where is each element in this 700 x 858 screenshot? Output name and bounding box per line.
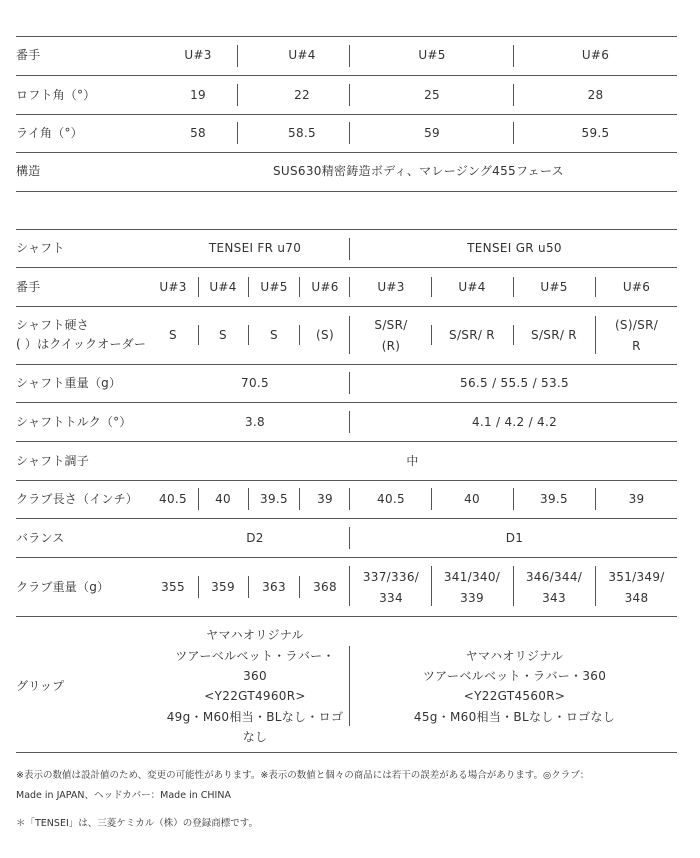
footnote-trademark: ＊「TENSEI」は、三菱ケミカル（株）の登録商標です。 <box>16 818 258 829</box>
cell-divider <box>431 325 432 345</box>
cell-number: U#6 <box>622 280 651 294</box>
cell-length: 40.5 <box>377 492 405 506</box>
cell-divider <box>248 277 249 297</box>
cell-u4: U#4 <box>288 48 316 62</box>
cell-divider <box>595 316 596 354</box>
cell-divider <box>513 122 514 144</box>
cell-flex: (S) <box>316 328 334 342</box>
row-label-flex: シャフト硬さ <box>16 318 89 332</box>
cell-number: U#3 <box>159 280 187 294</box>
cell-divider <box>299 277 300 297</box>
cell-divider <box>431 277 432 297</box>
table-rule <box>16 229 677 230</box>
cell-club-weight: 346/344/ <box>525 570 583 584</box>
footnote-origin: Made in JAPAN、ヘッドカバー：Made in CHINA <box>16 790 231 801</box>
cell-club-weight: 337/336/ <box>362 570 420 584</box>
row-label-number: 番手 <box>16 48 41 62</box>
row-label-lie: ライ角（°） <box>16 126 83 140</box>
table-rule <box>16 75 677 76</box>
cell-divider <box>431 488 432 510</box>
cell-number: U#6 <box>311 280 339 294</box>
cell-divider <box>198 277 199 297</box>
cell-divider <box>349 566 350 606</box>
cell-divider <box>595 488 596 510</box>
cell-weight-fr: 70.5 <box>241 376 269 390</box>
cell-loft-u4: 22 <box>294 88 310 102</box>
row-label-length: クラブ長さ（インチ） <box>16 492 139 506</box>
table-rule <box>16 191 677 192</box>
cell-club-weight: 359 <box>211 580 235 594</box>
cell-divider <box>349 411 350 433</box>
cell-divider <box>349 646 350 726</box>
row-label-loft: ロフト角（°） <box>16 88 96 102</box>
cell-torque-gr: 4.1 / 4.2 / 4.2 <box>471 415 558 429</box>
cell-club-weight-line2: 343 <box>542 591 566 605</box>
cell-divider <box>248 576 249 598</box>
cell-flex-line2: (R) <box>381 339 401 353</box>
cell-divider <box>513 84 514 106</box>
cell-divider <box>349 372 350 394</box>
table-rule <box>16 752 677 753</box>
cell-weight-gr: 56.5 / 55.5 / 53.5 <box>460 376 569 390</box>
cell-number: U#5 <box>260 280 288 294</box>
table-rule <box>16 441 677 442</box>
cell-lie-u4: 58.5 <box>288 126 316 140</box>
row-label-balance: バランス <box>16 531 65 545</box>
cell-shaft-fr: TENSEI FR u70 <box>208 241 302 255</box>
cell-divider <box>248 488 249 510</box>
row-label-torque: シャフトトルク（°） <box>16 415 132 429</box>
table-rule <box>16 557 677 558</box>
table-rule <box>16 518 677 519</box>
cell-flex: (S)/SR/ <box>614 318 659 332</box>
cell-kick-point: 中 <box>406 454 419 468</box>
cell-flex: S/SR/ R <box>449 328 495 342</box>
row-label-shaft: シャフト <box>16 241 65 255</box>
grip-gr-line: 45g・M60相当・BLなし・ロゴなし <box>413 710 616 724</box>
cell-lie-u5: 59 <box>424 126 440 140</box>
cell-shaft-gr: TENSEI GR u50 <box>467 241 562 255</box>
cell-torque-fr: 3.8 <box>245 415 265 429</box>
cell-length: 39.5 <box>260 492 288 506</box>
cell-structure: SUS630精密鋳造ボディ、マレージング455フェース <box>273 164 564 178</box>
cell-divider <box>349 84 350 106</box>
cell-flex: S <box>219 328 227 342</box>
cell-number: U#4 <box>209 280 237 294</box>
cell-divider <box>595 566 596 606</box>
cell-divider <box>299 325 300 345</box>
cell-length: 39 <box>628 492 645 506</box>
cell-divider <box>431 566 432 606</box>
grip-fr-line: ヤマハオリジナル <box>206 628 304 642</box>
row-label-shaft-weight: シャフト重量（g） <box>16 376 122 390</box>
cell-length: 39 <box>317 492 333 506</box>
cell-divider <box>595 277 596 297</box>
cell-divider <box>349 488 350 510</box>
cell-divider <box>349 527 350 549</box>
grip-gr-line: ヤマハオリジナル <box>465 649 564 663</box>
row-label-structure: 構造 <box>16 164 41 178</box>
cell-divider <box>299 488 300 510</box>
cell-flex-line2: R <box>632 339 641 353</box>
row-label-grip: グリップ <box>16 679 65 693</box>
cell-club-weight-line2: 348 <box>624 591 649 605</box>
grip-fr-line: なし <box>242 730 268 744</box>
cell-u5: U#5 <box>418 48 446 62</box>
cell-divider <box>513 45 514 67</box>
cell-divider <box>513 325 514 345</box>
cell-loft-u3: 19 <box>190 88 206 102</box>
cell-loft-u6: 28 <box>587 88 604 102</box>
cell-u3: U#3 <box>184 48 212 62</box>
cell-divider <box>237 45 238 67</box>
cell-club-weight: 363 <box>262 580 286 594</box>
row-label-club-weight: クラブ重量（g） <box>16 580 110 594</box>
grip-fr-line: <Y22GT4960R> <box>204 689 306 703</box>
cell-club-weight: 355 <box>161 580 185 594</box>
cell-divider <box>237 122 238 144</box>
cell-divider <box>349 316 350 354</box>
table-rule <box>16 306 677 307</box>
cell-club-weight: 351/349/ <box>608 570 665 584</box>
cell-number: U#4 <box>458 280 486 294</box>
cell-divider <box>349 238 350 260</box>
cell-length: 40 <box>464 492 480 506</box>
cell-divider <box>513 488 514 510</box>
table-rule <box>16 114 677 115</box>
cell-divider <box>513 277 514 297</box>
cell-divider <box>248 325 249 345</box>
cell-lie-u3: 58 <box>190 126 206 140</box>
cell-lie-u6: 59.5 <box>581 126 610 140</box>
footnote-disclaimer: ※表示の数値は設計値のため、変更の可能性があります。※表示の数値と個々の商品には若干の誤差がある場合があります。◎クラブ： <box>16 770 590 781</box>
cell-club-weight-line2: 334 <box>379 591 403 605</box>
table-rule <box>16 267 677 268</box>
cell-length: 40 <box>215 492 231 506</box>
cell-divider <box>198 488 199 510</box>
table-rule <box>16 152 677 153</box>
cell-club-weight-line2: 339 <box>460 591 484 605</box>
table-rule <box>16 480 677 481</box>
grip-gr-line: <Y22GT4560R> <box>463 689 566 703</box>
cell-balance-gr: D1 <box>505 531 524 545</box>
row-label-kick-point: シャフト調子 <box>16 454 89 468</box>
cell-divider <box>349 277 350 297</box>
cell-flex: S/SR/ <box>374 318 408 332</box>
cell-divider <box>349 122 350 144</box>
table-rule <box>16 364 677 365</box>
cell-number: U#5 <box>540 280 568 294</box>
cell-divider <box>513 566 514 606</box>
row-label-number: 番手 <box>16 280 41 294</box>
row-label-flex-note: ( ）はクイックオーダー <box>16 337 147 351</box>
cell-length: 39.5 <box>540 492 568 506</box>
cell-number: U#3 <box>377 280 405 294</box>
table-rule <box>16 402 677 403</box>
cell-length: 40.5 <box>159 492 187 506</box>
cell-flex: S <box>270 328 278 342</box>
table-rule <box>16 36 677 37</box>
cell-divider <box>299 576 300 598</box>
grip-fr-line: ツアーベルベット・ラバー・ <box>175 649 335 663</box>
cell-flex: S/SR/ R <box>531 328 577 342</box>
grip-fr-line: 49g・M60相当・BLなし・ロゴ <box>166 710 344 724</box>
cell-divider <box>349 45 350 67</box>
cell-divider <box>198 325 199 345</box>
grip-fr-line: 360 <box>243 669 267 683</box>
cell-flex: S <box>169 328 177 342</box>
cell-club-weight: 341/340/ <box>443 570 501 584</box>
cell-divider <box>237 84 238 106</box>
cell-loft-u5: 25 <box>424 88 440 102</box>
grip-gr-line: ツアーベルベット・ラバー・360 <box>422 669 607 683</box>
cell-u6: U#6 <box>581 48 610 62</box>
table-rule <box>16 616 677 617</box>
cell-divider <box>198 576 199 598</box>
cell-club-weight: 368 <box>313 580 337 594</box>
cell-balance-fr: D2 <box>246 531 264 545</box>
